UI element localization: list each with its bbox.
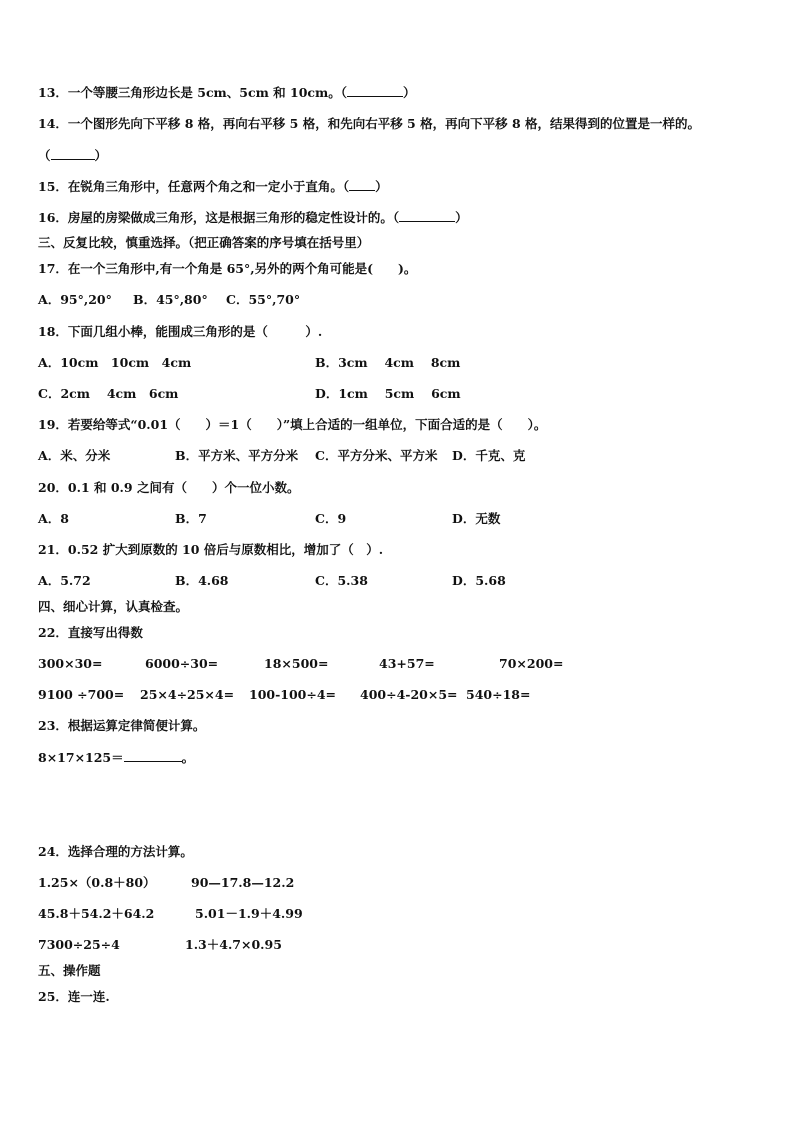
- q18-option-a[interactable]: A．10cm 10cm 4cm: [38, 355, 192, 370]
- q21-option-d[interactable]: D．5.68: [452, 573, 506, 588]
- q21-option-a[interactable]: A．5.72: [38, 573, 91, 588]
- q18-option-d[interactable]: D．1cm 5cm 6cm: [315, 386, 461, 401]
- q24-item: 5.01－1.9＋4.99: [195, 906, 303, 921]
- q13-text: 13．一个等腰三角形边长是 5cm、5cm 和 10cm。（: [38, 85, 348, 100]
- section-3-heading: 三、反复比较，慎重选择。（把正确答案的序号填在括号里）: [38, 235, 370, 250]
- q24-item: 90—17.8—12.2: [191, 875, 295, 890]
- q22-item: 43+57=: [379, 656, 435, 671]
- answer-blank[interactable]: [349, 178, 375, 191]
- q22-item: 25×4÷25×4=: [140, 687, 235, 702]
- q17-option-c[interactable]: C．55°,70°: [226, 292, 301, 307]
- q22-item: 400÷4-20×5=: [360, 687, 458, 702]
- q21-option-c[interactable]: C．5.38: [315, 573, 368, 588]
- section-5-heading: 五、操作题: [38, 963, 101, 978]
- question-14-answer: （ ）: [38, 148, 108, 163]
- q20-option-a[interactable]: A．8: [38, 511, 69, 526]
- question-20: 20．0.1 和 0.9 之间有（ ）个一位小数。: [38, 480, 300, 495]
- question-22: 22．直接写出得数: [38, 625, 143, 640]
- question-24: 24．选择合理的方法计算。: [38, 844, 193, 859]
- answer-blank[interactable]: [347, 84, 403, 97]
- q19-option-c[interactable]: C．平方分米、平方米: [315, 448, 438, 463]
- q18-option-c[interactable]: C．2cm 4cm 6cm: [38, 386, 179, 401]
- question-18: 18．下面几组小棒，能围成三角形的是（ ）.: [38, 324, 323, 339]
- question-23: 23．根据运算定律简便计算。: [38, 718, 206, 733]
- q22-item: 6000÷30=: [145, 656, 219, 671]
- q17-option-a[interactable]: A．95°,20°: [38, 292, 112, 307]
- q18-option-b[interactable]: B．3cm 4cm 8cm: [315, 355, 461, 370]
- q14-text: 14．一个图形先向下平移 8 格，再向右平移 5 格，和先向右平移 5 格，再向下平移 8 格，结果得到的位置是一样的。: [38, 116, 701, 131]
- q20-option-d[interactable]: D．无数: [452, 511, 501, 526]
- q19-option-a[interactable]: A．米、分米: [38, 448, 111, 463]
- q20-option-b[interactable]: B．7: [175, 511, 207, 526]
- q24-item: 45.8＋54.2＋64.2: [38, 906, 155, 921]
- q16-text: 16．房屋的房梁做成三角形，这是根据三角形的稳定性设计的。（: [38, 210, 400, 225]
- question-25: 25．连一连.: [38, 989, 110, 1004]
- q22-item: 18×500=: [264, 656, 329, 671]
- q22-item: 100-100÷4=: [249, 687, 337, 702]
- question-23-expression: 8×17×125＝ 。: [38, 750, 195, 765]
- q24-item: 1.25×（0.8＋80）: [38, 875, 156, 890]
- question-15: 15．在锐角三角形中，任意两个角之和一定小于直角。（ ）: [38, 179, 388, 194]
- question-21: 21．0.52 扩大到原数的 10 倍后与原数相比，增加了（ ）.: [38, 542, 384, 557]
- q21-option-b[interactable]: B．4.68: [175, 573, 229, 588]
- q19-option-d[interactable]: D．千克、克: [452, 448, 526, 463]
- q19-option-b[interactable]: B．平方米、平方分米: [175, 448, 299, 463]
- q20-option-c[interactable]: C．9: [315, 511, 347, 526]
- q24-item: 1.3＋4.7×0.95: [185, 937, 282, 952]
- q22-item: 540÷18=: [466, 687, 531, 702]
- q22-item: 300×30=: [38, 656, 103, 671]
- section-4-heading: 四、细心计算，认真检查。: [38, 599, 189, 614]
- q22-item: 9100 ÷700=: [38, 687, 125, 702]
- answer-blank[interactable]: [124, 749, 182, 762]
- q17-option-b[interactable]: B．45°,80°: [133, 292, 208, 307]
- question-16: 16．房屋的房梁做成三角形，这是根据三角形的稳定性设计的。（ ）: [38, 210, 468, 225]
- q22-item: 70×200=: [499, 656, 564, 671]
- q15-text: 15．在锐角三角形中，任意两个角之和一定小于直角。（: [38, 179, 350, 194]
- answer-blank[interactable]: [399, 209, 455, 222]
- question-19: 19．若要给等式“0.01（ ）＝1（ ）”填上合适的一组单位，下面合适的是（ ）。: [38, 417, 547, 432]
- question-17: 17．在一个三角形中,有一个角是 65°,另外的两个角可能是( )。: [38, 261, 417, 276]
- answer-blank[interactable]: [51, 147, 95, 160]
- question-13: 13．一个等腰三角形边长是 5cm、5cm 和 10cm。（ ）: [38, 85, 416, 100]
- question-14: [38, 116, 700, 132]
- q24-item: 7300÷25÷4: [38, 937, 120, 952]
